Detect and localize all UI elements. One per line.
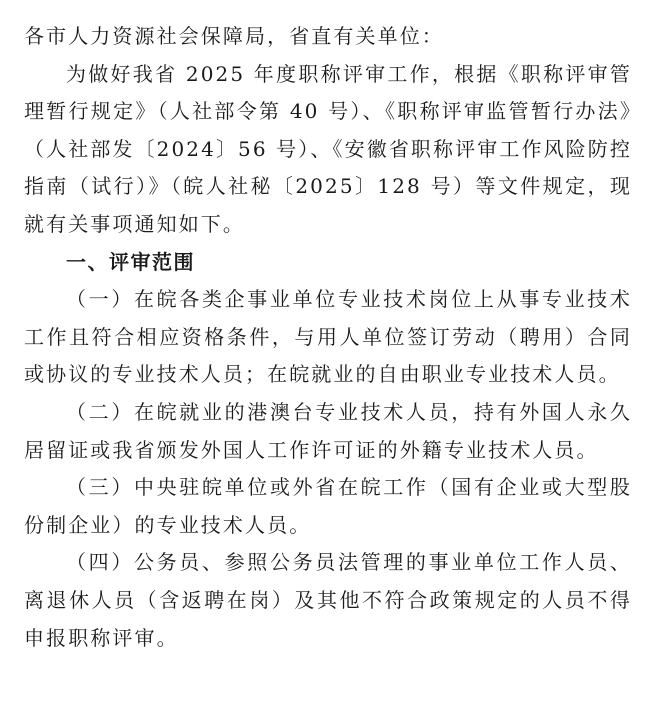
scope-item-1: （一）在皖各类企事业单位专业技术岗位上从事专业技术工作且符合相应资格条件，与用人单位签订劳动（聘用）合同或协议的专业技术人员；在皖就业的自由职业专业技术人员。 — [24, 287, 632, 387]
section-heading-review-scope: 一、评审范围 — [66, 249, 195, 274]
intro-paragraph: 为做好我省 2025 年度职称评审工作，根据《职称评审管理暂行规定》（人社部令第 40 号）、《职称评审监管暂行办法》（人社部发〔2024〕56 号）、《安徽省职称评审工作风险防控指南（试行）》（皖人社秘〔2025〕128 号）等文件规定，现就有关事项通知如下。 — [24, 61, 632, 236]
notice-document — [24, 18, 632, 657]
scope-item-4: （四）公务员、参照公务员法管理的事业单位工作人员、离退休人员（含返聘在岗）及其他不符合政策规定的人员不得申报职称评审。 — [24, 550, 632, 650]
salutation: 各市人力资源社会保障局，省直有关单位： — [24, 24, 444, 48]
scope-item-2: （二）在皖就业的港澳台专业技术人员，持有外国人永久居留证或我省颁发外国人工作许可证的外籍专业技术人员。 — [24, 399, 632, 462]
scope-item-3: （三）中央驻皖单位或外省在皖工作（国有企业或大型股份制企业）的专业技术人员。 — [24, 475, 632, 537]
